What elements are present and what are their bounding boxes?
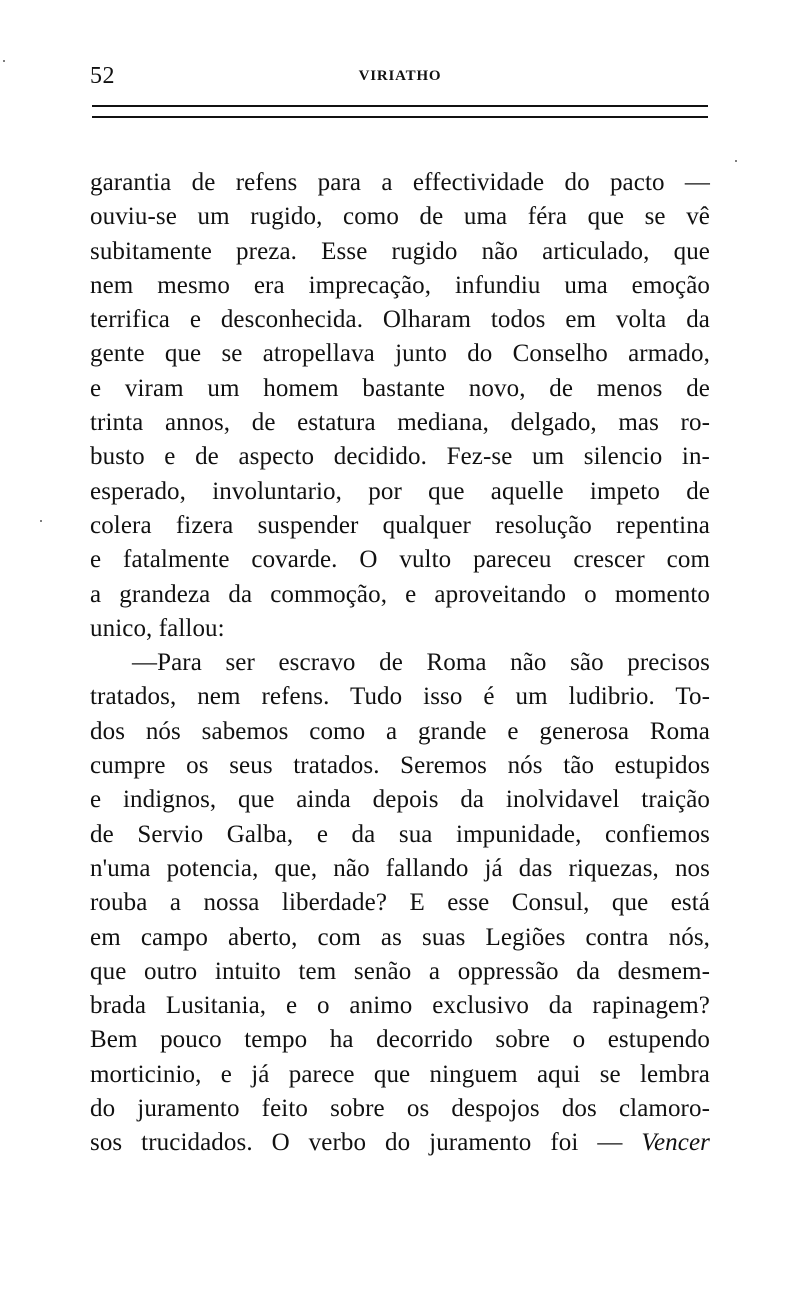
text-line: cumpre os seus tratados. Seremos nós tão estupidos xyxy=(90,752,710,780)
text-line: —Para ser escravo de Roma não são precisos xyxy=(132,649,710,677)
text-line: e indignos, que ainda depois da inolvidavel traição xyxy=(90,786,710,814)
text-line: rouba a nossa liberdade? E esse Consul, que está xyxy=(90,889,710,917)
paper-speck xyxy=(40,520,42,522)
final-line-italic-word: Vencer xyxy=(641,1129,710,1157)
header-rule-top xyxy=(92,105,708,107)
text-line: busto e de aspecto decidido. Fez-se um silencio in- xyxy=(90,443,710,471)
header-rule-bottom xyxy=(92,116,708,118)
text-line: n'uma potencia, que, não fallando já das riquezas, nos xyxy=(90,854,710,882)
page-number: 52 xyxy=(90,63,115,89)
text-line: garantia de refens para a effectividade do pacto — xyxy=(90,169,710,196)
text-line: esperado, involuntario, por que aquelle impeto de xyxy=(90,477,710,505)
text-line: em campo aberto, com as suas Legiões contra nós, xyxy=(90,923,710,951)
text-line: unico, fallou: xyxy=(90,614,225,642)
paper-speck xyxy=(735,160,737,162)
final-line-roman: sos trucidados. O verbo do juramento foi — xyxy=(90,1129,623,1157)
text-line: ouviu-se um rugido, como de uma féra que se vê xyxy=(90,203,710,231)
text-line: Bem pouco tempo ha decorrido sobre o estupendo xyxy=(90,1026,710,1054)
text-line: terrifica e desconhecida. Olharam todos em volta da xyxy=(90,306,710,334)
text-line: de Servio Galba, e da sua impunidade, confiemos xyxy=(90,820,710,848)
text-line: morticinio, e já parece que ninguem aqui se lembra xyxy=(90,1060,710,1088)
text-line: e fatalmente covarde. O vulto pareceu crescer com xyxy=(90,546,710,574)
text-line: subitamente preza. Esse rugido não articulado, que xyxy=(90,237,710,265)
running-title: VIRIATHO xyxy=(358,68,442,84)
text-line: tratados, nem refens. Tudo isso é um ludibrio. To- xyxy=(90,683,710,711)
text-line: do juramento feito sobre os despojos dos clamoro- xyxy=(90,1095,710,1123)
body-text xyxy=(90,166,710,1161)
text-line: trinta annos, de estatura mediana, delgado, mas ro- xyxy=(90,409,710,437)
text-line: brada Lusitania, e o animo exclusivo da rapinagem? xyxy=(90,992,710,1020)
text-line: dos nós sabemos como a grande e generosa Roma xyxy=(90,717,710,745)
text-line: que outro intuito tem senão a oppressão da desmem- xyxy=(90,957,710,985)
paper-speck xyxy=(3,60,5,62)
text-line-final xyxy=(90,1126,710,1160)
text-line: colera fizera suspender qualquer resolução repentina xyxy=(90,511,710,539)
text-line: e viram um homem bastante novo, de menos de xyxy=(90,374,710,402)
text-line: a grandeza da commoção, e aproveitando o momento xyxy=(90,580,710,608)
text-line: gente que se atropellava junto do Conselho armado, xyxy=(90,340,710,368)
text-line: nem mesmo era imprecação, infundiu uma emoção xyxy=(90,271,710,299)
